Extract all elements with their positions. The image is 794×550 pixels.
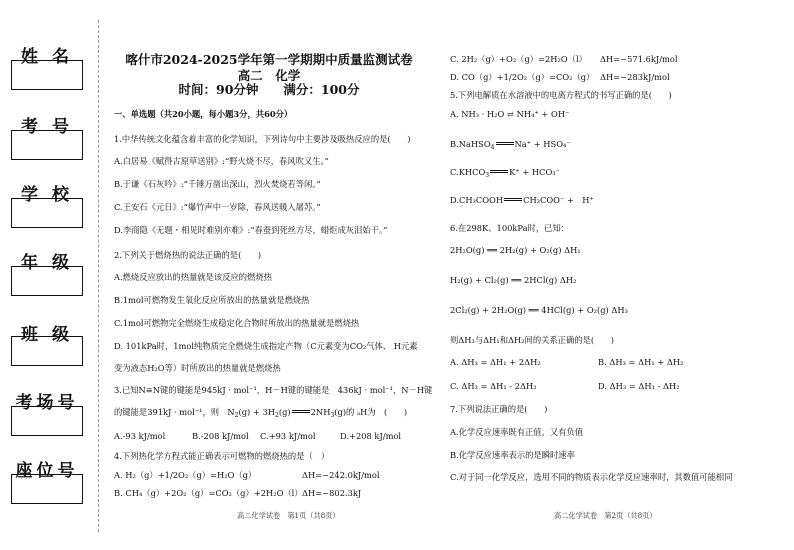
q5-option-b[interactable] — [450, 138, 571, 154]
equals-bar — [292, 410, 310, 413]
q7-option-b[interactable]: B.化学反应速率表示的是瞬时速率 — [450, 450, 575, 460]
q3-sub-2b: 2 — [275, 412, 279, 419]
q4-option-b[interactable]: B. CH₄（g）+2O₂（g）=CO₂（g）+2H₂O（l） — [114, 488, 303, 498]
q3-stem-part3: (g) — [278, 407, 291, 417]
q2-option-c[interactable]: C.1mol可燃物完全燃烧生成稳定化合物时所放出的热量就是燃烧热 — [114, 318, 360, 328]
q5-c-left: C.KHCO — [450, 167, 486, 177]
q6-option-b[interactable]: B. ΔH₃ = ΔH₁ + ΔH₂ — [598, 357, 684, 367]
q3-option-a[interactable]: A.-93 kJ/mol — [114, 431, 166, 441]
q7-option-c[interactable]: C.对于同一化学反应，选用不同的物质表示化学反应速率时，其数值可能相同 — [450, 472, 733, 482]
q6-eq2: H₂(g) + Cl₂(g) ══ 2HCl(g) ΔH₂ — [450, 275, 577, 285]
q5-b-sub: 4 — [490, 144, 495, 151]
grade-box[interactable] — [11, 266, 83, 296]
q7-stem: 7.下列说法正确的是( ) — [450, 404, 548, 414]
q5-b-left: B.NaHSO — [450, 139, 491, 149]
q4-stem: 4.下列热化学方程式能正确表示可燃物的燃烧热的是（ ） — [114, 451, 330, 461]
q4-option-a[interactable]: A. H₂（g）+1/2O₂（g）=H₂O（g） — [114, 470, 257, 480]
exam-title: 喀什市2024-2025学年第一学期期中质量监测试卷 — [125, 52, 413, 67]
field-label-exam-room: 考场号 — [15, 393, 79, 413]
field-label-school: 学 校 — [21, 185, 73, 205]
section-heading: 一、单选题（共20小题，每小题3分，共60分） — [114, 109, 293, 119]
q6-option-a[interactable]: A. ΔH₃ = ΔH₁ + 2ΔH₂ — [450, 357, 541, 367]
q3-option-b[interactable]: B.-208 kJ/mol — [192, 431, 249, 441]
q6-ask: 则ΔH₃与ΔH₁和ΔH₂间的关系正确的是( ) — [450, 335, 614, 345]
q6-eq3: 2Cl₂(g) + 2H₂O(g) ══ 4HCl(g) + O₂(g) ΔH₃ — [450, 305, 628, 315]
q5-c-right: K⁺ + HCO₃⁻ — [509, 167, 561, 177]
field-label-grade: 年 级 — [21, 253, 73, 273]
q5-option-c[interactable] — [450, 166, 560, 182]
q3-option-c[interactable]: C.+93 kJ/mol — [260, 431, 316, 441]
q7-option-a[interactable]: A.化学反应速率既有正值，又有负值 — [450, 427, 584, 437]
q4-option-a-dh: ΔH=−242.0kJ/mol — [302, 470, 380, 480]
q5-option-d[interactable] — [450, 194, 594, 206]
page-1-footer: 高二化学试卷 第1页（共8页） — [237, 511, 340, 520]
q2-option-a[interactable]: A.燃烧反应放出的热量就是该反应的燃烧热 — [114, 272, 272, 282]
q4-option-b-dh: ΔH=−802.3kJ — [302, 488, 362, 498]
binding-divider — [98, 20, 99, 532]
q3-stem-part5: (g)的 ₐH为 ( ) — [334, 407, 408, 417]
page-2-footer: 高二化学试卷 第2页（共8页） — [554, 511, 657, 520]
q5-d-right: CH₃COO⁻ + H⁺ — [523, 195, 594, 205]
exam-time-info: 时间：90分钟 满分：100分 — [178, 82, 360, 97]
name-box[interactable] — [11, 60, 83, 90]
class-box[interactable] — [11, 336, 83, 366]
exam-subject: 高二 化学 — [237, 68, 301, 83]
school-box[interactable] — [11, 198, 83, 228]
q1-option-c[interactable]: C.王安石《元日》:“爆竹声中一岁除，春风送暖入屠苏。” — [114, 202, 321, 212]
q1-stem: 1.中华传统文化蕴含着丰富的化学知识，下列诗句中主要涉及吸热反应的是( ) — [114, 134, 411, 144]
q3-stem-part1: 的键能是391kJ · mol⁻¹，则 N — [114, 407, 235, 417]
q4-option-d[interactable]: D. CO（g）+1/2O₂（g）=CO₂（g） — [450, 72, 595, 82]
q3-stem-line2 — [114, 406, 407, 422]
q1-option-a[interactable]: A.白居易《赋得古原草送别》:“野火烧不尽，春风吹又生。” — [114, 156, 329, 166]
q2-option-d-line2: 变为液态H₂O等）时所放出的热量就是燃烧热 — [114, 363, 281, 373]
q1-option-b[interactable]: B.于谦《石灰吟》:“千锤万凿出深山，烈火焚烧若等闲。” — [114, 179, 321, 189]
q4-option-c-dh: ΔH=−571.6kJ/mol — [600, 54, 678, 64]
q2-option-d-line1[interactable]: D. 101kPa时，1mol纯物质完全燃烧生成指定产物（C元素变为CO₂气体、 H元素 — [114, 341, 418, 351]
q5-c-sub: 3 — [485, 172, 490, 179]
field-label-exam-number: 考 号 — [21, 117, 73, 137]
q6-eq1: 2H₂O(g) ══ 2H₂(g) + O₂(g) ΔH₁ — [450, 245, 581, 255]
q3-stem-part4: 2NH — [310, 407, 331, 417]
field-label-seat: 座位号 — [15, 461, 79, 481]
q5-b-right: Na⁺ + HSO₄⁻ — [514, 139, 571, 149]
q3-option-d[interactable]: D.+208 kJ/mol — [340, 431, 402, 441]
q2-option-b[interactable]: B.1mol可燃物发生氧化反应所放出的热量就是燃烧热 — [114, 295, 310, 305]
q4-option-c[interactable]: C. 2H₂（g）+O₂（g）=2H₂O（l） — [450, 54, 587, 64]
q3-sub-2a: 2 — [234, 412, 239, 419]
exam-number-box[interactable] — [11, 130, 83, 160]
equals-bar — [504, 198, 522, 201]
q2-stem: 2.下列关于燃烧热的说法正确的是( ) — [114, 250, 262, 260]
exam-room-box[interactable] — [11, 406, 83, 436]
q6-option-c[interactable]: C. ΔH₃ = ΔH₁ - 2ΔH₂ — [450, 381, 537, 391]
q6-option-d[interactable]: D. ΔH₃ = ΔH₁ - ΔH₂ — [598, 381, 680, 391]
q4-option-d-dh: ΔH=−283kJ/mol — [600, 72, 670, 82]
seat-box[interactable] — [11, 474, 83, 504]
equals-bar — [490, 170, 508, 173]
q5-d-left: D.CH₃COOH — [450, 195, 504, 205]
q5-stem: 5.下列电解质在水溶液中的电离方程式的书写正确的是( ) — [450, 90, 672, 100]
q3-stem-line1: 3.已知N≡N键的键能是945kJ · mol⁻¹，H－H键的键能是 436kJ · mol⁻¹，N－H键 — [114, 385, 433, 395]
q1-option-d[interactable]: D.李商隐《无题・相见时难别亦难》:“春蚕到死丝方尽，蜡炬成灰泪始干。” — [114, 225, 388, 235]
q3-stem-part2: (g) + 3H — [238, 407, 276, 417]
q3-sub-3: 3 — [330, 412, 335, 419]
field-label-class: 班 级 — [21, 325, 73, 345]
field-label-name: 姓 名 — [21, 47, 73, 67]
equals-bar — [496, 142, 514, 145]
q5-option-a[interactable]: A. NH₃ · H₂O ⇌ NH₄⁺ + OH⁻ — [450, 109, 570, 119]
q6-stem: 6.在298K、100kPa时，已知： — [450, 223, 570, 233]
